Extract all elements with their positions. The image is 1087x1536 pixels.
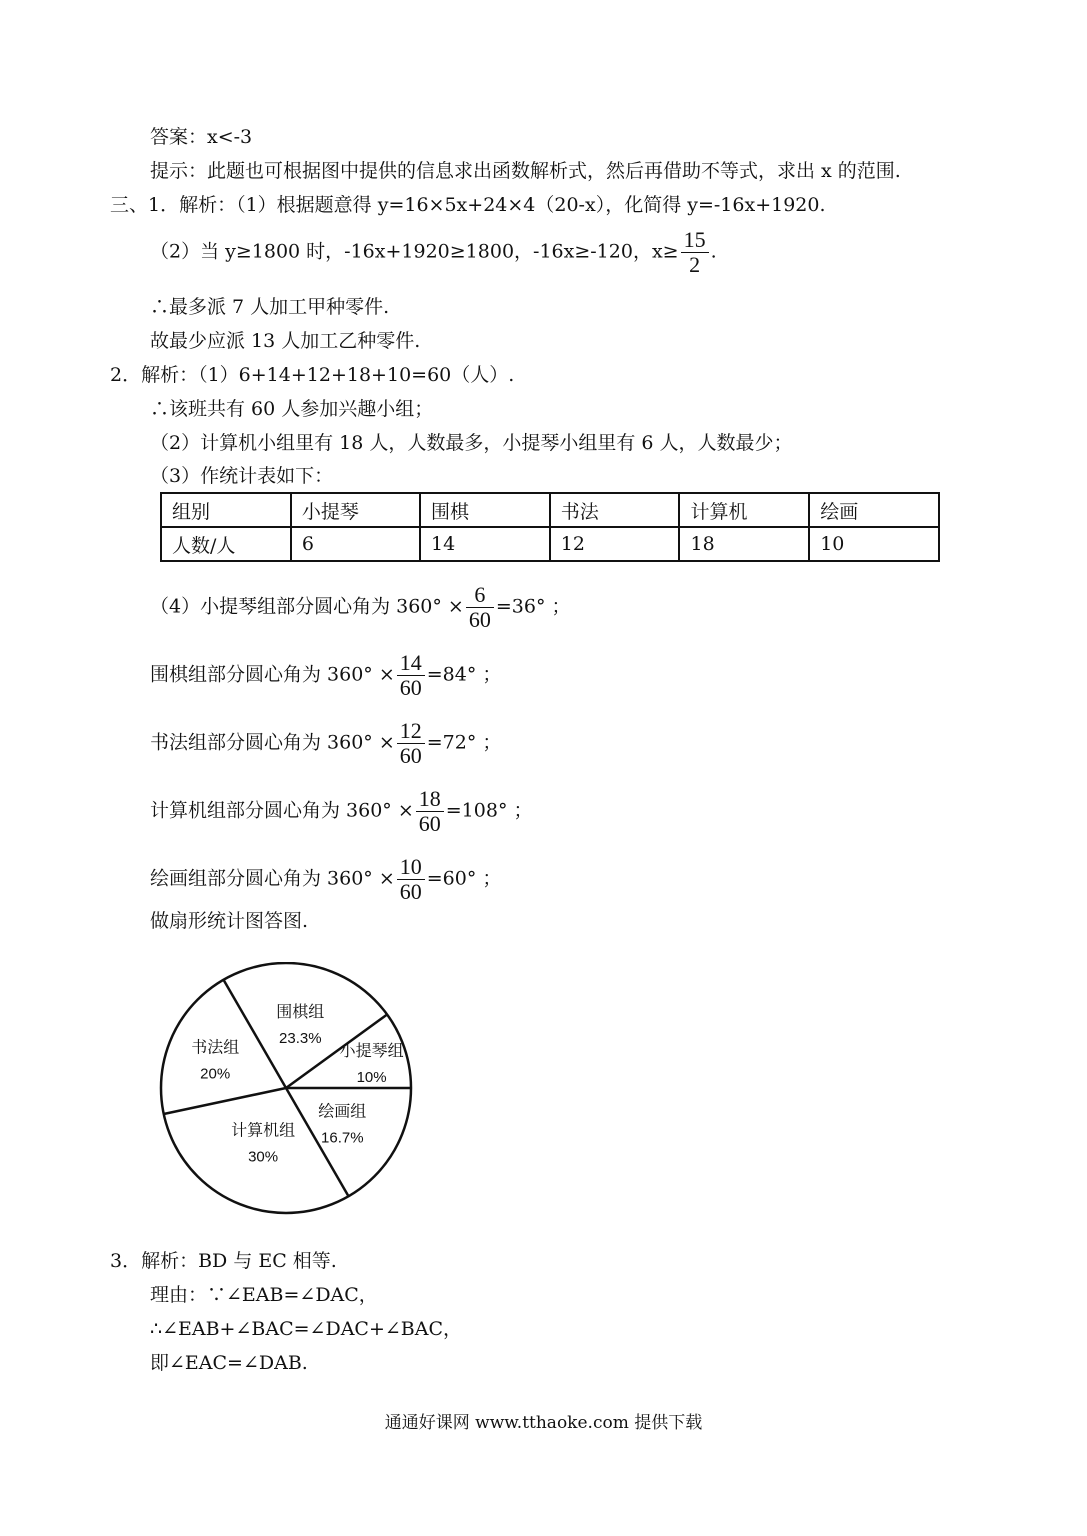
angle-suffix: =84° ； [426, 663, 502, 686]
fraction-denominator: 60 [468, 607, 491, 632]
table-cell: 18 [679, 527, 809, 561]
fraction-numerator: 14 [399, 650, 422, 675]
angle-line-painting [150, 855, 501, 904]
table-cell: 围棋 [420, 493, 550, 527]
angle-line-calligraphy [150, 719, 501, 768]
table-cell: 小提琴 [291, 493, 420, 527]
pie-slice-percent: 23.3% [279, 1029, 322, 1047]
q1-line2-prefix: （2）当 y≥1800 时，-16x+1920≥1800，-16x≥-120，x≥ [150, 240, 679, 263]
fraction-denominator: 60 [418, 811, 441, 836]
table-header-row [161, 493, 939, 527]
angle-suffix: =72° ； [426, 731, 502, 754]
q1-line1: 三、1．解析：（1）根据题意得 y=16×5x+24×4（20-x），化简得 y=-16x+1920. [110, 194, 826, 216]
table-cell: 组别 [161, 493, 291, 527]
q1-line2-suffix: . [710, 240, 717, 263]
table-cell: 14 [420, 527, 550, 561]
angle-prefix: （4）小提琴组部分圆心角为 360° × [150, 595, 464, 618]
pie-slice-label: 围棋组 [276, 1003, 325, 1021]
fraction [681, 228, 709, 277]
q3-line4: 即∠EAC=∠DAB. [150, 1352, 308, 1374]
fraction-numerator: 12 [399, 718, 422, 743]
angle-suffix: =108° ； [445, 799, 533, 822]
fraction [397, 719, 425, 768]
pie-slice-boundary [164, 1088, 286, 1114]
pie-slice-label: 小提琴组 [339, 1043, 404, 1061]
table-cell: 计算机 [679, 493, 809, 527]
pie-slice-percent: 10% [356, 1069, 387, 1087]
pie-slice-boundary [224, 980, 287, 1088]
footer-credit: 通通好课网 www.tthaoke.com 提供下载 [384, 1413, 703, 1433]
pie-slice-percent: 16.7% [321, 1129, 364, 1147]
q1-line3: ∴最多派 7 人加工甲种零件. [150, 296, 390, 318]
table-cell: 10 [809, 527, 939, 561]
table-cell: 书法 [550, 493, 680, 527]
q3-line2: 理由：∵∠EAB=∠DAC， [150, 1284, 378, 1306]
angle-prefix: 书法组部分圆心角为 360° × [150, 731, 395, 754]
angle-line-go [150, 651, 501, 700]
table-cell: 6 [291, 527, 420, 561]
q1-line2 [150, 228, 717, 277]
fraction [397, 855, 425, 904]
q3-line1: 3．解析：BD 与 EC 相等. [110, 1250, 337, 1272]
table-cell: 人数/人 [161, 527, 291, 561]
angle-suffix: =36° ； [495, 595, 571, 618]
angle-prefix: 围棋组部分圆心角为 360° × [150, 663, 395, 686]
answer-line: 答案：x<-3 [150, 126, 253, 148]
table-row [161, 527, 939, 561]
fraction-numerator: 6 [474, 582, 486, 607]
angle-prefix: 绘画组部分圆心角为 360° × [150, 867, 395, 890]
fraction-numerator: 18 [418, 786, 441, 811]
q2-line4: （3）作统计表如下： [150, 465, 334, 487]
fraction-denominator: 60 [399, 743, 422, 768]
fraction-numerator: 10 [399, 854, 422, 879]
angle-line-computer [150, 787, 533, 836]
fraction-denominator: 2 [689, 252, 701, 277]
pie-slice-percent: 20% [200, 1065, 231, 1083]
pie-slice-label: 计算机组 [231, 1122, 296, 1140]
pie-slice-percent: 30% [248, 1148, 279, 1166]
table-cell: 绘画 [809, 493, 939, 527]
pie-slice-label: 书法组 [191, 1039, 240, 1057]
hint-line: 提示：此题也可根据图中提供的信息求出函数解析式，然后再借助不等式，求出 x 的范围. [150, 160, 901, 182]
table-cell: 12 [550, 527, 680, 561]
fraction-numerator: 15 [683, 227, 706, 252]
stat-table [160, 492, 940, 562]
q1-line4: 故最少应派 13 人加工乙种零件. [150, 330, 421, 352]
pie-slice-label: 绘画组 [318, 1103, 367, 1121]
fraction [466, 583, 494, 632]
q2-line3: （2）计算机小组里有 18 人，人数最多，小提琴小组里有 6 人，人数最少； [150, 432, 793, 454]
q3-line3: ∴∠EAB+∠BAC=∠DAC+∠BAC， [150, 1318, 463, 1340]
fraction [397, 651, 425, 700]
q2-line1: 2．解析：（1）6+14+12+18+10=60（人）. [110, 364, 515, 386]
fraction-denominator: 60 [399, 879, 422, 904]
q2-line2: ∴该班共有 60 人参加兴趣小组； [150, 398, 434, 420]
angle-prefix: 计算机组部分圆心角为 360° × [150, 799, 414, 822]
angle-suffix: =60° ； [426, 867, 502, 890]
fraction-denominator: 60 [399, 675, 422, 700]
pie-caption: 做扇形统计图答图. [150, 910, 309, 932]
pie-chart [150, 962, 422, 1224]
angle-line-violin [150, 583, 571, 632]
fraction [416, 787, 444, 836]
